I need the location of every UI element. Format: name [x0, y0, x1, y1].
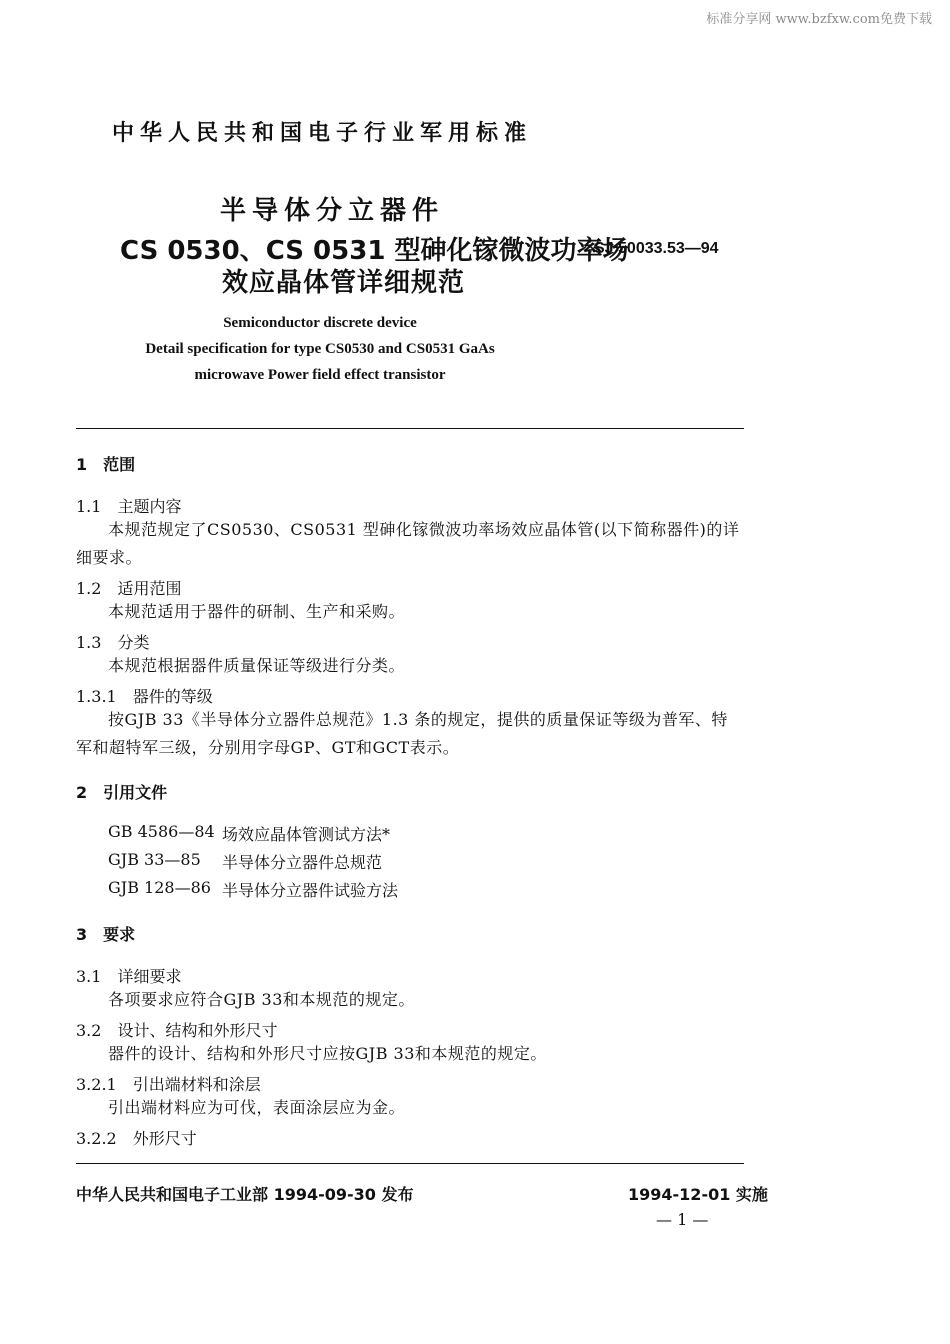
reference-title: 半导体分立器件总规范: [222, 853, 383, 872]
top-divider: [76, 428, 744, 429]
reference-number: GJB 33—85: [108, 850, 201, 869]
page-number: — 1 —: [656, 1210, 709, 1229]
english-title-line-1: Semiconductor discrete device: [223, 315, 417, 331]
bottom-divider: [76, 1163, 744, 1164]
english-title-line-2: Detail specification for type CS0530 and CS0531 GaAs: [145, 341, 495, 357]
title-line-3: 效应晶体管详细规范: [222, 268, 466, 298]
reference-title: 半导体分立器件试验方法: [222, 881, 399, 900]
standard-header: 中华人民共和国电子行业军用标准: [112, 121, 533, 146]
title-line-1: 半导体分立器件: [220, 196, 445, 226]
section-1-3-1-text: 按GJB 33《半导体分立器件总规范》1.3 条的规定，提供的质量保证等级为普军、特军和超特军三级，分别用字母GP、GT和GCT表示。: [76, 710, 728, 757]
watermark: 标准分享网 www.bzfxw.com免费下载: [706, 12, 932, 27]
section-1-1-text: 本规范规定了CS0530、CS0531 型砷化镓微波功率场效应晶体管(以下简称器件)的详细要求。: [76, 520, 740, 567]
title-line-2: CS 0530、CS 0531 型砷化镓微波功率场: [120, 236, 629, 266]
section-1-3-text: 本规范根据器件质量保证等级进行分类。: [108, 656, 406, 675]
standard-code: SJ 50033.53—94: [594, 240, 719, 257]
section-3-2-2-heading: 3.2.2 外形尺寸: [76, 1129, 197, 1148]
section-1-3-1-heading: 1.3.1 器件的等级: [76, 687, 213, 706]
section-3-2-text: 器件的设计、结构和外形尺寸应按GJB 33和本规范的规定。: [108, 1044, 547, 1063]
section-1-heading: 1 范围: [76, 455, 136, 474]
section-1-2-text: 本规范适用于器件的研制、生产和采购。: [108, 602, 406, 621]
section-1-2-heading: 1.2 适用范围: [76, 579, 182, 598]
effective-date: 1994-12-01 实施: [628, 1185, 768, 1204]
section-1-1-heading: 1.1 主题内容: [76, 497, 182, 516]
section-3-1-text: 各项要求应符合GJB 33和本规范的规定。: [108, 990, 415, 1009]
issue-date: 中华人民共和国电子工业部 1994-09-30 发布: [76, 1185, 414, 1204]
section-3-2-1-heading: 3.2.1 引出端材料和涂层: [76, 1075, 261, 1094]
section-3-2-heading: 3.2 设计、结构和外形尺寸: [76, 1021, 278, 1040]
reference-number: GB 4586—84: [108, 822, 215, 841]
section-3-2-1-text: 引出端材料应为可伐，表面涂层应为金。: [108, 1098, 406, 1117]
reference-number: GJB 128—86: [108, 878, 211, 897]
english-title-line-3: microwave Power field effect transistor: [194, 367, 446, 383]
section-3-1-heading: 3.1 详细要求: [76, 967, 182, 986]
section-3-heading: 3 要求: [76, 925, 136, 944]
section-2-heading: 2 引用文件: [76, 783, 168, 802]
reference-title: 场效应晶体管测试方法*: [222, 825, 391, 844]
section-1-3-heading: 1.3 分类: [76, 633, 150, 652]
